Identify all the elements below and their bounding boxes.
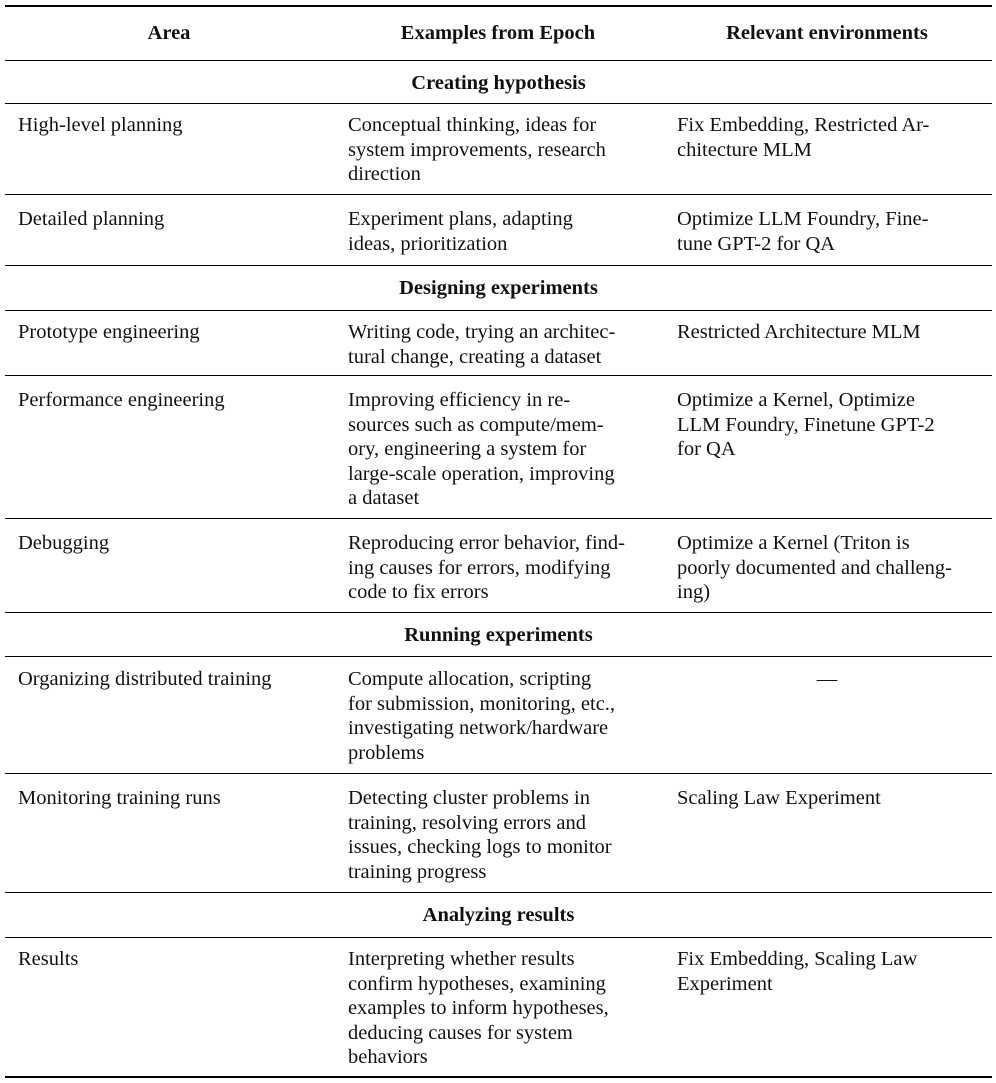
area-cell: Debugging [18,532,110,554]
table-row [5,376,992,519]
environments-cell: Fix Embedding, Restricted Ar- chitecture MLM [677,114,930,161]
examples-cell: Reproducing error behavior, find- ing causes for errors, modifying code to fix errors [348,532,625,603]
table-row [5,774,992,893]
section-header [5,266,992,311]
table-header [5,7,992,61]
section-header [5,613,992,657]
section-header [5,893,992,938]
area-cell: Performance engineering [18,389,225,411]
environments-cell: Restricted Architecture MLM [677,321,921,343]
section-title: Creating hypothesis [411,72,586,94]
examples-cell: Detecting cluster problems in training, resolving errors and issues, checking logs to monitor training progress [348,787,612,883]
examples-cell: Compute allocation, scripting for submission, monitoring, etc., investigating network/hardware problems [348,668,616,764]
examples-cell: Interpreting whether results confirm hypotheses, examining examples to inform hypotheses, deducing causes for system behaviors [348,948,609,1068]
table-row [5,938,992,1078]
header-area: Area [147,22,191,44]
environments-cell: Optimize a Kernel (Triton is poorly documented and challeng- ing) [677,532,952,603]
examples-cell: Writing code, trying an architec- tural change, creating a dataset [348,321,616,368]
table-row [5,519,992,613]
area-cell: High-level planning [18,114,183,136]
environments-cell: Scaling Law Experiment [677,787,881,809]
section-title: Running experiments [404,624,593,646]
area-cell: Prototype engineering [18,321,200,343]
area-cell: Organizing distributed training [18,668,272,690]
research-areas-table [5,5,992,1078]
examples-cell: Conceptual thinking, ideas for system improvements, research direction [348,114,606,185]
environments-cell: Optimize a Kernel, Optimize LLM Foundry, Finetune GPT-2 for QA [677,389,935,460]
header-environments: Relevant environments [726,22,928,44]
environments-cell: Fix Embedding, Scaling Law Experiment [677,948,918,995]
header-examples: Examples from Epoch [400,22,596,44]
section-title: Designing experiments [399,277,598,299]
area-cell: Monitoring training runs [18,787,221,809]
section-title: Analyzing results [422,904,575,926]
section-header [5,61,992,104]
area-cell: Results [18,948,79,970]
examples-cell: Experiment plans, adapting ideas, prioritization [348,208,573,255]
examples-cell: Improving efficiency in re- sources such as compute/mem- ory, engineering a system for large-scale operation, improving a dataset [348,389,615,509]
table-row [5,104,992,195]
table-row [5,657,992,774]
environments-cell: Optimize LLM Foundry, Fine- tune GPT-2 for QA [677,208,929,255]
environments-cell: — [816,668,838,690]
table-row [5,311,992,376]
table-row [5,195,992,266]
area-cell: Detailed planning [18,208,165,230]
